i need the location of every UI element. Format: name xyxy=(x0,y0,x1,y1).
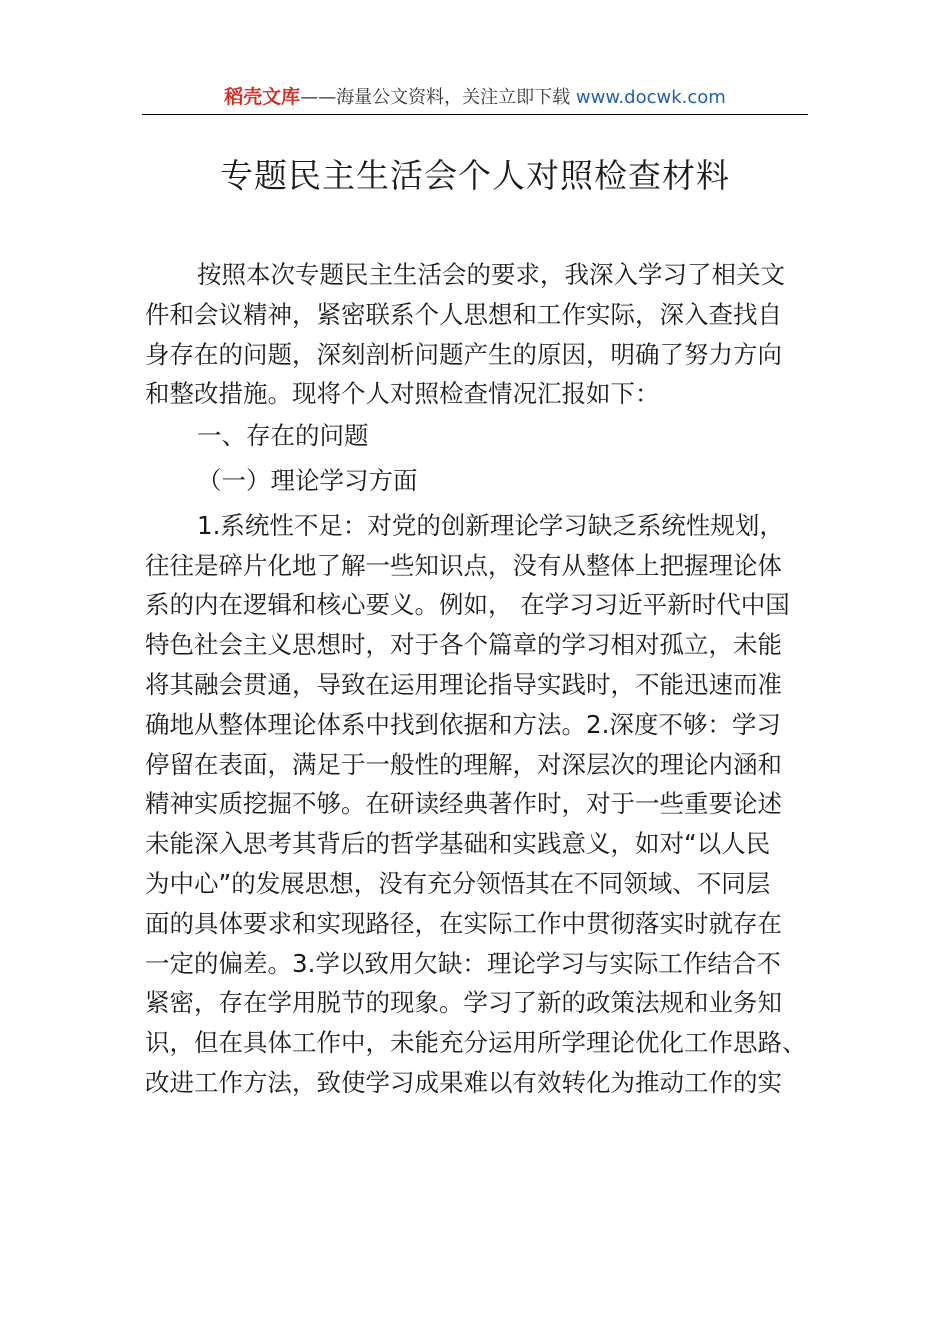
document-header xyxy=(142,82,808,116)
text-line: 系的内在逻辑和核心要义。例如， 在学习习近平新时代中国 xyxy=(145,590,790,620)
text-line: 紧密，存在学用脱节的现象。学习了新的政策法规和业务知 xyxy=(145,988,782,1018)
text-line: 往往是碎片化地了解一些知识点，没有从整体上把握理论体 xyxy=(145,550,782,580)
text-line: 精神实质挖掘不够。在研读经典著作时，对于一些重要论述 xyxy=(145,789,782,819)
header-site-link[interactable]: www.docwk.com xyxy=(575,87,726,108)
text-line: 件和会议精神，紧密联系个人思想和工作实际，深入查找自 xyxy=(145,299,782,329)
intro-paragraph xyxy=(145,255,805,414)
text-line: 身存在的问题，深刻剖析问题产生的原因，明确了努力方向 xyxy=(145,339,782,369)
text-line: 未能深入思考其背后的哲学基础和实践意义，如对“以人民 xyxy=(145,829,771,859)
text-line: 将其融会贯通，导致在运用理论指导实践时，不能迅速而准 xyxy=(145,669,782,699)
text-line: 识，但在具体工作中，未能充分运用所学理论优化工作思路、 xyxy=(145,1028,807,1058)
document-title: 专题民主生活会个人对照检查材料 xyxy=(220,156,730,195)
text-line: 和整改措施。现将个人对照检查情况汇报如下： xyxy=(145,379,660,409)
text-line: 面的具体要求和实现路径，在实际工作中贯彻落实时就存在 xyxy=(145,908,782,938)
section-heading: 一、存在的问题 xyxy=(197,421,369,451)
body-paragraph xyxy=(145,506,805,1103)
text-line: 一定的偏差。3.学以致用欠缺：理论学习与实际工作结合不 xyxy=(145,948,781,978)
document-body xyxy=(145,255,805,1103)
text-line: 特色社会主义思想时，对于各个篇章的学习相对孤立，未能 xyxy=(145,630,782,660)
text-line: 为中心”的发展思想，没有充分领悟其在不同领域、不同层 xyxy=(145,868,771,898)
header-tagline: ——海量公文资料，关注立即下载 xyxy=(300,87,576,108)
text-line: 停留在表面，满足于一般性的理解，对深层次的理论内涵和 xyxy=(145,749,782,779)
text-line: 改进工作方法，致使学习成果难以有效转化为推动工作的实 xyxy=(145,1067,782,1097)
subsection-heading: （一）理论学习方面 xyxy=(197,465,418,495)
text-line: 确地从整体理论体系中找到依据和方法。2.深度不够：学习 xyxy=(145,709,781,739)
header-divider xyxy=(142,114,808,115)
brand-name: 稻壳文库 xyxy=(224,86,301,108)
text-line: 1.系统性不足：对党的创新理论学习缺乏系统性规划， xyxy=(197,510,784,540)
text-line: 按照本次专题民主生活会的要求，我深入学习了相关文 xyxy=(197,260,785,289)
